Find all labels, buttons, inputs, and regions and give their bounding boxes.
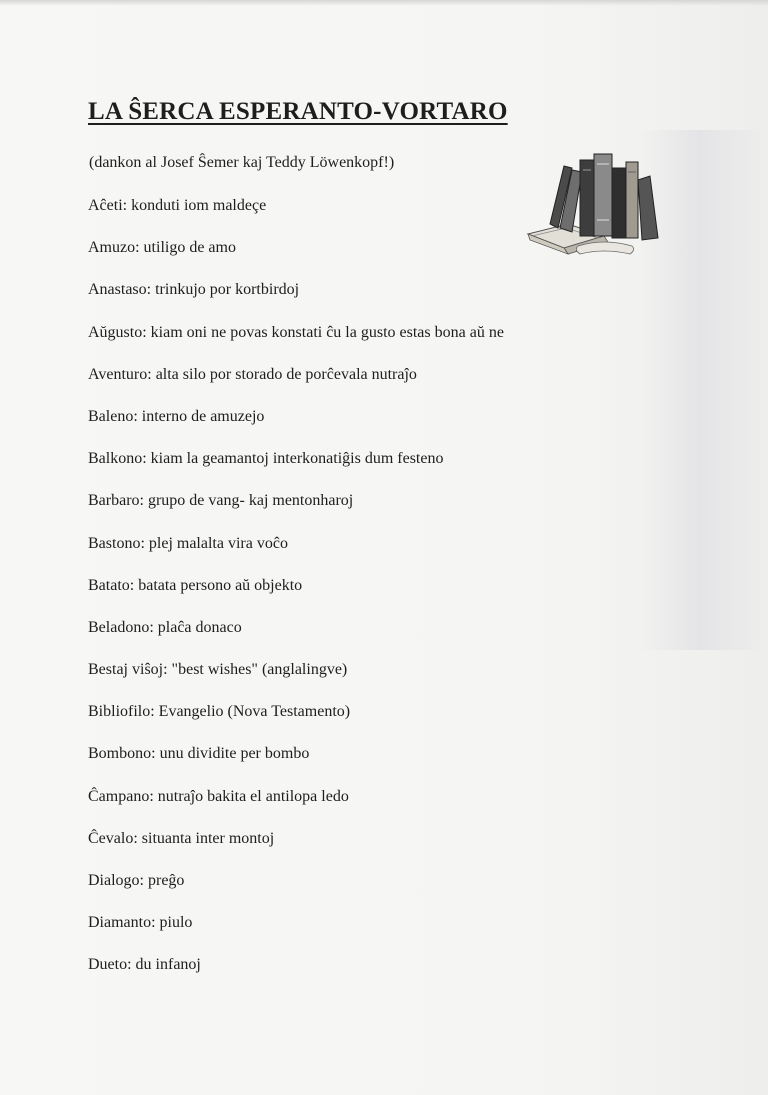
dictionary-entry: Bibliofilo: Evangelio (Nova Testamento) [88,703,351,721]
dictionary-entry-list [88,196,504,998]
dictionary-entry: Baleno: interno de amuzejo [88,407,265,425]
scan-edge-shadow [0,0,768,6]
dictionary-entry: Aĉeti: konduti iom maldeçe [88,197,267,214]
dictionary-entry: Bastono: plej malalta vira voĉo [88,534,288,552]
dictionary-entry: Bestaj viŝoj: "best wishes" (anglalingve) [88,661,348,679]
dictionary-entry: Beladono: plaĉa donaco [88,618,242,636]
dictionary-entry: Dueto: du infanoj [88,956,201,974]
dictionary-entry: Bombono: unu dividite per bombo [88,745,310,763]
dictionary-entry: Diamanto: piulo [88,914,193,932]
books-illustration-icon [524,150,664,262]
page-title: LA ŜERCA ESPERANTO-VORTARO [88,98,508,125]
dictionary-entry: Aŭgusto: kiam oni ne povas konstati ĉu la gusto estas bona aŭ ne [88,323,504,341]
dictionary-entry: Aventuro: alta silo por storado de porĉevala nutraĵo [88,365,417,383]
dictionary-entry: Amuzo: utiligo de amo [88,239,236,257]
dictionary-entry: Batato: batata persono aŭ objekto [88,576,303,594]
dictionary-entry: Ĉampano: nutraĵo bakita el antilopa ledo [88,787,349,805]
dictionary-entry: Barbaro: grupo de vang- kaj mentonharoj [88,492,354,510]
dictionary-entry: Dialogo: preĝo [88,872,185,889]
dictionary-entry: Ĉevalo: situanta inter montoj [88,829,275,847]
dictionary-entry: Anastaso: trinkujo por kortbirdoj [88,281,300,299]
page-subtitle: (dankon al Josef Ŝemer kaj Teddy Löwenkopf!) [89,154,395,171]
dictionary-entry: Balkono: kiam la geamantoj interkonatiĝis dum festeno [88,450,444,468]
